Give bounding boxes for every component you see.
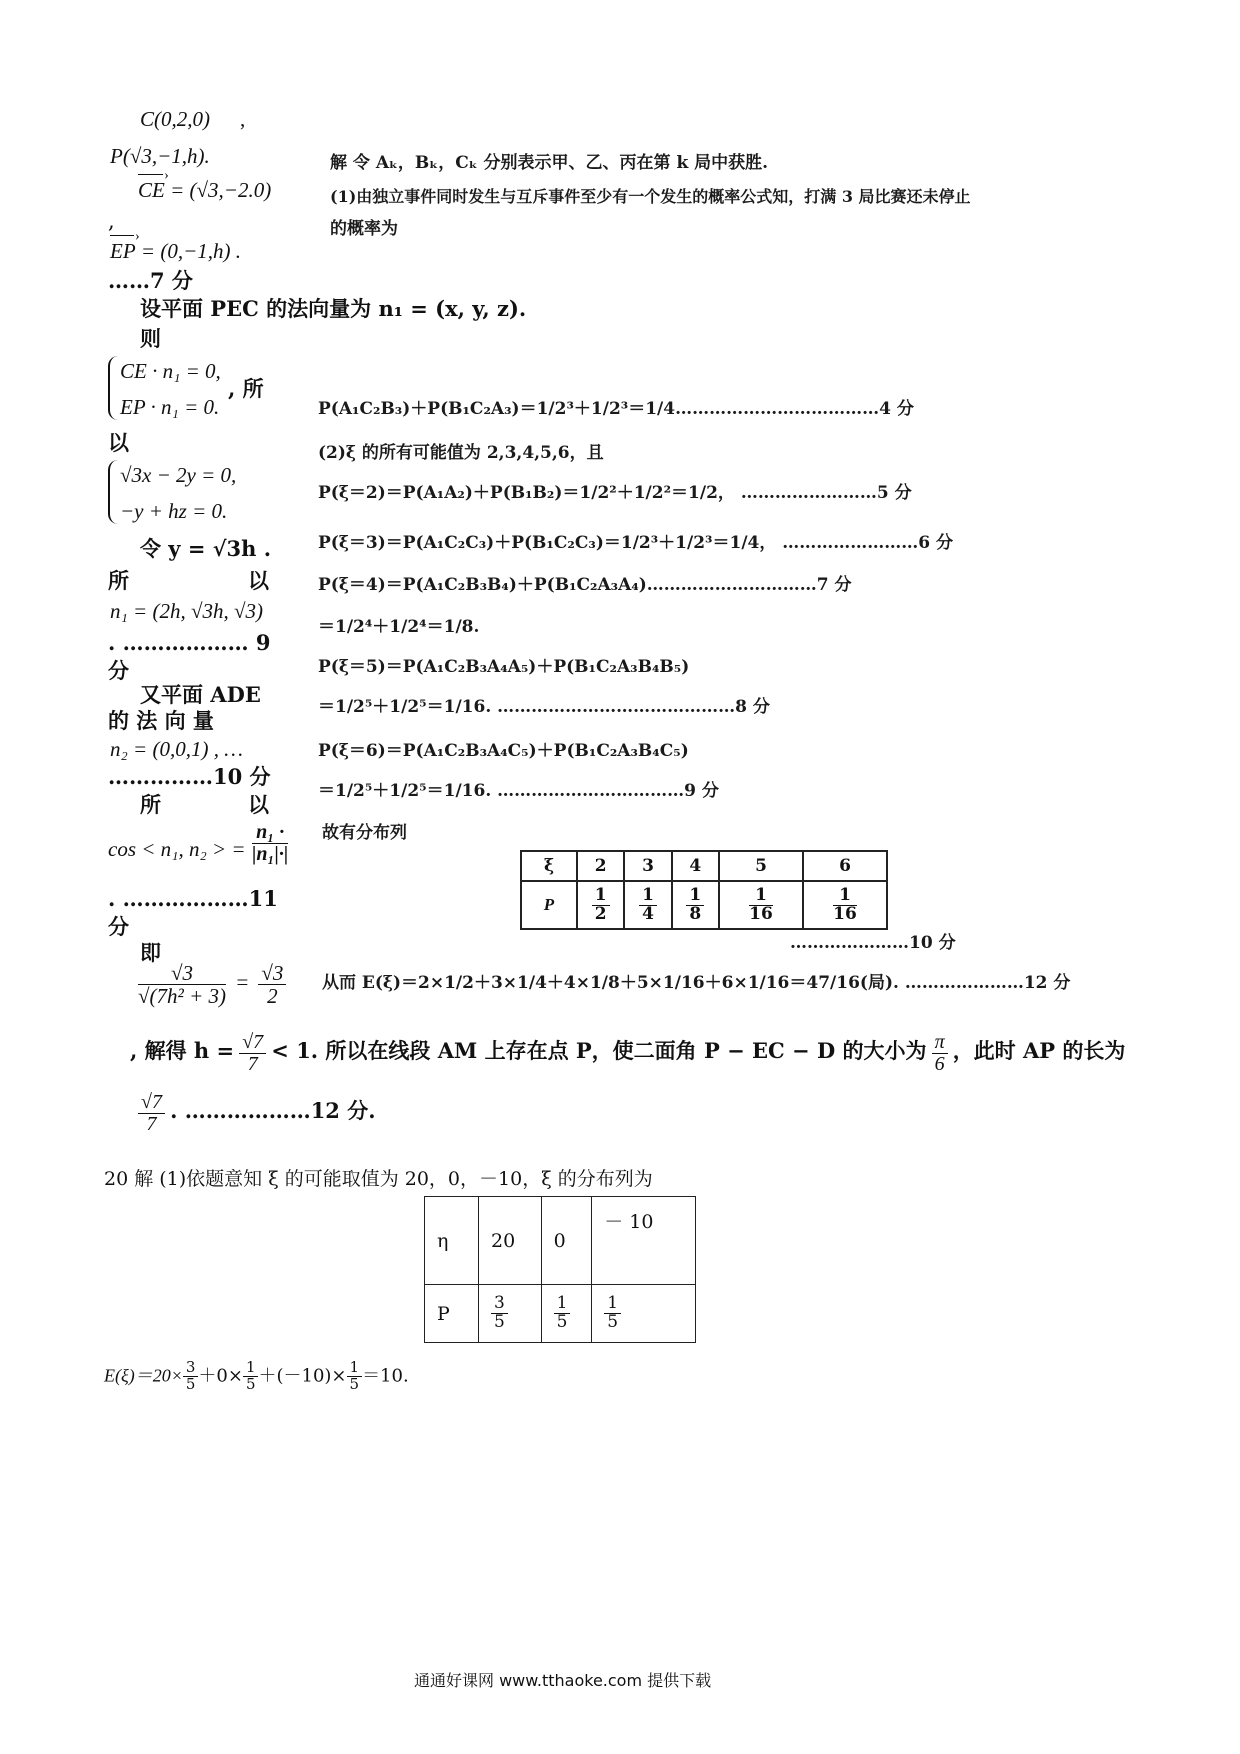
point-p: P(√3,−1,h). xyxy=(110,144,210,168)
suo-2: 所 xyxy=(140,792,161,817)
table-cell: $\frac{1}{4}$ xyxy=(624,881,671,929)
score-7: ……7 分 xyxy=(108,268,193,293)
table-header-cell: 4 xyxy=(672,851,719,881)
table-header-cell: 2 xyxy=(577,851,624,881)
prob-xi-4: P(ξ＝4)＝P(A₁C₂B₃B₄)＋P(B₁C₂A₃A₄)…………………………7 分 xyxy=(318,575,852,595)
prob-xi-3: P(ξ＝3)＝P(A₁C₂C₃)＋P(B₁C₂C₃)＝1/2³＋1/2³＝1/4， ……………………6 分 xyxy=(318,533,954,553)
comma-line: , xyxy=(108,209,115,233)
distribution-intro: 故有分布列 xyxy=(322,823,407,843)
suo-text: , 所 xyxy=(228,376,264,401)
table-header-cell: ξ xyxy=(521,851,577,881)
distribution-table-20 xyxy=(424,1196,696,1343)
q20-intro: 20 解 (1)依题意知 ξ 的可能取值为 20，0，－10，ξ 的分布列为 xyxy=(104,1168,653,1190)
score-10-left: ……………10 分 xyxy=(108,764,271,789)
system-brace-2 xyxy=(108,460,120,524)
table-cell: 0 xyxy=(541,1197,592,1285)
cos-lhs: cos < n₁, n₂ > = xyxy=(108,837,246,861)
solution-prob-label: 的概率为 xyxy=(330,219,398,239)
table-row xyxy=(521,881,887,929)
table-header-cell: 3 xyxy=(624,851,671,881)
table-row-label: P xyxy=(425,1285,479,1343)
ap-length: $\frac{√7}{7}$ . ………………12 分. xyxy=(138,1092,376,1135)
table-row xyxy=(425,1197,696,1285)
footer-source: 通通好课网 www.tthaoke.com 提供下载 xyxy=(414,1671,712,1690)
solution-intro: 解 令 Aₖ，Bₖ，Cₖ 分别表示甲、乙、丙在第 k 局中获胜. xyxy=(330,153,769,173)
table-row-label: η xyxy=(425,1197,479,1285)
n1-value: n₁ = (2h, √3h, √3) xyxy=(110,599,264,623)
system1-line2: EP · n₁ = 0. xyxy=(120,395,220,419)
dots-11: . ………………11 xyxy=(108,886,278,911)
prob-xi-4-value: ＝1/2⁴＋1/2⁴＝1/8. xyxy=(318,617,480,637)
expectation-xi: 从而 E(ξ)＝2×1/2＋3×1/4＋4×1/8＋5×1/16＋6×1/16＝47/16(局). …………………12 分 xyxy=(322,973,1071,993)
system2-line2: −y + hz = 0. xyxy=(120,499,228,523)
fen-11: 分 xyxy=(108,914,129,939)
table-cell: $\frac{1}{16}$ xyxy=(803,881,887,929)
table-row xyxy=(521,851,887,881)
cos-fraction: $\frac{\text{n₁ ·}}{\text{|n₁|·|}}$ xyxy=(252,821,289,865)
ze-text: 则 xyxy=(140,326,161,351)
vector-ep: EP › = (0,−1,h) . xyxy=(110,238,241,264)
yi-text: 以 xyxy=(108,430,129,455)
point-c: C(0,2,0) , xyxy=(140,107,246,131)
n2-value: n₂ = (0,0,1) , … xyxy=(110,737,243,761)
table-cell: 20 xyxy=(479,1197,542,1285)
plane-ade: 又平面 ADE xyxy=(140,682,261,707)
part2-intro: (2)ξ 的所有可能值为 2,3,4,5,6，且 xyxy=(318,443,604,463)
q20-expectation: E(ξ)＝20× $\frac{3}{5}$ ＋0× $\frac{1}{5}$ ＋(－10)× $\frac{1}{5}$ ＝10. xyxy=(104,1358,409,1393)
prob-xi-5-value: ＝1/2⁵＋1/2⁵＝1/16. ……………………………………8 分 xyxy=(318,697,770,717)
system1-line1: CE · n₁ = 0, xyxy=(120,359,221,383)
table-row-label: P xyxy=(521,881,577,929)
table-header-cell: 5 xyxy=(719,851,803,881)
prob-xi-5: P(ξ＝5)＝P(A₁C₂B₃A₄A₅)＋P(B₁C₂A₃B₄B₅) xyxy=(318,657,690,677)
prob-xi-6-value: ＝1/2⁵＋1/2⁵＝1/16. ……………………………9 分 xyxy=(318,781,719,801)
table-cell: $\frac{1}{5}$ xyxy=(541,1285,592,1343)
table-cell: － 10 xyxy=(592,1197,696,1285)
prob-xi-2: P(ξ＝2)＝P(A₁A₂)＋P(B₁B₂)＝1/2²＋1/2²＝1/2， ……………………5 分 xyxy=(318,483,912,503)
vector-ce: CE › = (√3,−2.0) xyxy=(138,177,271,203)
table-cell: $\frac{1}{16}$ xyxy=(719,881,803,929)
system-brace-1 xyxy=(108,356,120,420)
suo-yi-a: 所 xyxy=(108,568,129,593)
system2-line1: √3x − 2y = 0, xyxy=(120,463,237,487)
distribution-table-xi xyxy=(520,850,888,930)
equation-fraction: $\frac{√3}{\text{√(7h² + 3)}}$ = $\frac{√3}{2}$ xyxy=(138,962,286,1007)
solution-part1: (1)由独立事件同时发生与互斥事件至少有一个发生的概率公式知，打满 3 局比赛还未停止 xyxy=(330,187,971,206)
yi-2: 以 xyxy=(248,792,269,817)
table-cell: $\frac{3}{5}$ xyxy=(479,1285,542,1343)
normal-vector-intro: 设平面 PEC 的法向量为 n₁ = (x, y, z). xyxy=(140,296,527,321)
table-row xyxy=(425,1285,696,1343)
table-header-cell: 6 xyxy=(803,851,887,881)
table-cell: $\frac{1}{8}$ xyxy=(672,881,719,929)
ji-text: 即 xyxy=(140,940,161,965)
fen-9: 分 xyxy=(108,658,129,683)
prob-xi-6: P(ξ＝6)＝P(A₁C₂B₃A₄C₅)＋P(B₁C₂A₃B₄C₅) xyxy=(318,741,689,761)
suo-yi-b: 以 xyxy=(248,568,269,593)
conclusion-line: , 解得 h = $\frac{√7}{7}$ < 1. 所以在线段 AM 上存在点 P，使二面角 P − EC − D 的大小为 $\frac{\pi}{6}$ ，此时 AP 的长为 xyxy=(130,1031,1126,1075)
dots-9: . ……………… 9 xyxy=(108,630,271,655)
normal-vector-label: 的 法 向 量 xyxy=(108,708,214,733)
ling-text: 令 y = √3h . xyxy=(140,536,272,561)
table-cell: $\frac{1}{5}$ xyxy=(592,1285,696,1343)
table-cell: $\frac{1}{2}$ xyxy=(577,881,624,929)
prob-part1: P(A₁C₂B₃)＋P(B₁C₂A₃)＝1/2³＋1/2³＝1/4………………………………4 分 xyxy=(318,399,914,419)
score-10-right: …………………10 分 xyxy=(790,933,956,953)
